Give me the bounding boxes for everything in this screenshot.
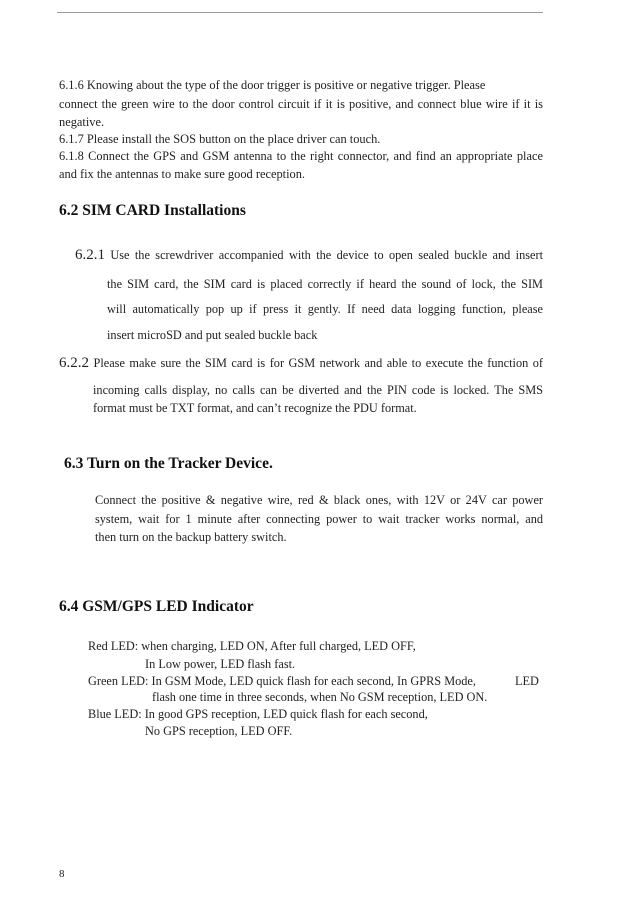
para-6-1-7: 6.1.7 Please install the SOS button on the place driver can touch. <box>59 132 381 146</box>
para-6-2-1-line-1 <box>75 247 543 264</box>
subsection-6-2-2-text: Please make sure the SIM card is for GSM network and able to execute the function of <box>93 356 543 370</box>
red-led-line-1: Red LED: when charging, LED ON, After full charged, LED OFF, <box>88 639 416 653</box>
para-6-2-2-line-1 <box>59 355 543 372</box>
para-6-1-8-line-2: and fix the antennas to make sure good reception. <box>59 167 306 181</box>
para-6-1-6-line-3: negative. <box>59 115 105 129</box>
para-6-3-line-3: then turn on the backup battery switch. <box>95 530 287 544</box>
page-number: 8 <box>59 868 65 880</box>
subsection-6-2-1-number: 6.2.1 <box>75 247 105 263</box>
para-6-3-line-1: Connect the positive & negative wire, red & black ones, with 12V or 24V car power <box>95 493 543 507</box>
para-6-2-2-line-2: incoming calls display, no calls can be diverted and the PIN code is locked. The SMS <box>93 383 543 397</box>
blue-led-line-2: No GPS reception, LED OFF. <box>145 724 293 738</box>
subsection-6-2-2-number: 6.2.2 <box>59 355 89 371</box>
section-6-2-heading: 6.2 SIM CARD Installations <box>59 202 246 219</box>
green-led-line-1-end: LED <box>515 674 539 688</box>
red-led-line-2: In Low power, LED flash fast. <box>145 657 296 671</box>
section-6-4-heading: 6.4 GSM/GPS LED Indicator <box>59 598 254 615</box>
para-6-3-line-2: system, wait for 1 minute after connecting power to wait tracker works normal, and <box>95 512 543 526</box>
header-rule <box>57 12 543 13</box>
para-6-1-8-line-1: 6.1.8 Connect the GPS and GSM antenna to the right connector, and find an appropriate place <box>59 149 543 163</box>
blue-led-line-1: Blue LED: In good GPS reception, LED quick flash for each second, <box>88 707 428 721</box>
para-6-2-2-line-3: format must be TXT format, and can’t recognize the PDU format. <box>93 401 417 415</box>
section-6-3-heading: 6.3 Turn on the Tracker Device. <box>64 455 273 472</box>
para-6-2-1-line-3: will automatically pop up if press it gently. If need data logging function, please <box>107 302 543 316</box>
green-led-line-1: Green LED: In GSM Mode, LED quick flash for each second, In GPRS Mode, <box>88 674 476 688</box>
para-6-2-1-line-2: the SIM card, the SIM card is placed correctly if heard the sound of lock, the SIM <box>107 277 543 291</box>
subsection-6-2-1-text: Use the screwdriver accompanied with the device to open sealed buckle and insert <box>110 248 543 262</box>
green-led-line-2: flash one time in three seconds, when No GSM reception, LED ON. <box>152 690 488 704</box>
para-6-1-6-line-1: 6.1.6 Knowing about the type of the door trigger is positive or negative trigger. Please <box>59 78 486 92</box>
para-6-1-6-line-2: connect the green wire to the door control circuit if it is positive, and connect blue wire if it is <box>59 97 543 111</box>
para-6-2-1-line-4: insert microSD and put sealed buckle back <box>107 328 318 342</box>
